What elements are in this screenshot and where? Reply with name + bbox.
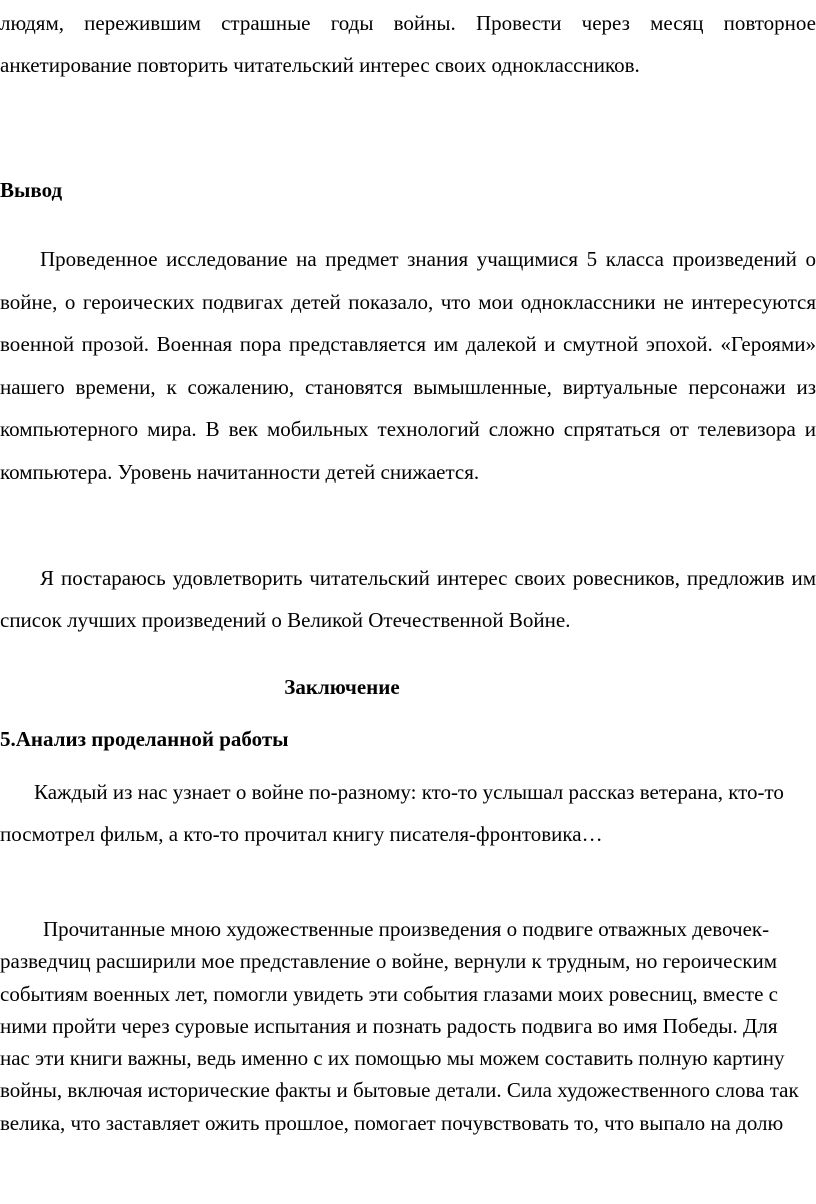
paragraph-books-read: Прочитанные мною художественные произведения о подвиге отважных девочек-разведчиц расширили мое представление о войне, вернули к трудным, но героическим событиям военных лет, помогли увидеть эти события глазами моих ровесниц, вместе с ними пройти через суровые испытания и познать радость подвига во имя Победы. Для нас эти книги важны, ведь именно с их помощью мы можем составить полную картину войны, включая исторические факты и бытовые детали. Сила художественного слова так велика, что заставляет ожить прошлое, помогает почувствовать то, что выпало на долю xyxy=(0,917,799,1135)
paragraph-research-result: Проведенное исследование на предмет знания учащимися 5 класса произведений о войне, о героических подвигах детей показало, что мои одноклассники не интересуются военной прозой. Военная пора представляется им далекой и смутной эпохой. «Героями» нашего времени, к сожалению, становятся вымышленные, виртуальные персонажи из компьютерного мира. В век мобильных технологий сложно спрятаться от телевизора и компьютера. Уровень начитанности детей снижается. xyxy=(0,247,816,484)
heading-final-conclusion: Заключение xyxy=(284,675,400,699)
paragraph-promise: Я постараюсь удовлетворить читательский интерес своих ровесников, предложив им список лучших произведений о Великой Отечественной Войне. xyxy=(0,566,816,632)
paragraph-everyone-learns: Каждый из нас узнает о войне по-разному: кто-то услышал рассказ ветерана, кто-то посмотрел фильм, а кто-то прочитал книгу писателя-фронтовика… xyxy=(0,780,784,846)
heading-conclusion-summary: Вывод xyxy=(0,178,63,202)
paragraph-intro: людям, пережившим страшные годы войны. Провести через месяц повторное анкетирование повторить читательский интерес своих одноклассников. xyxy=(0,11,816,77)
heading-work-analysis: 5.Анализ проделанной работы xyxy=(0,727,289,751)
